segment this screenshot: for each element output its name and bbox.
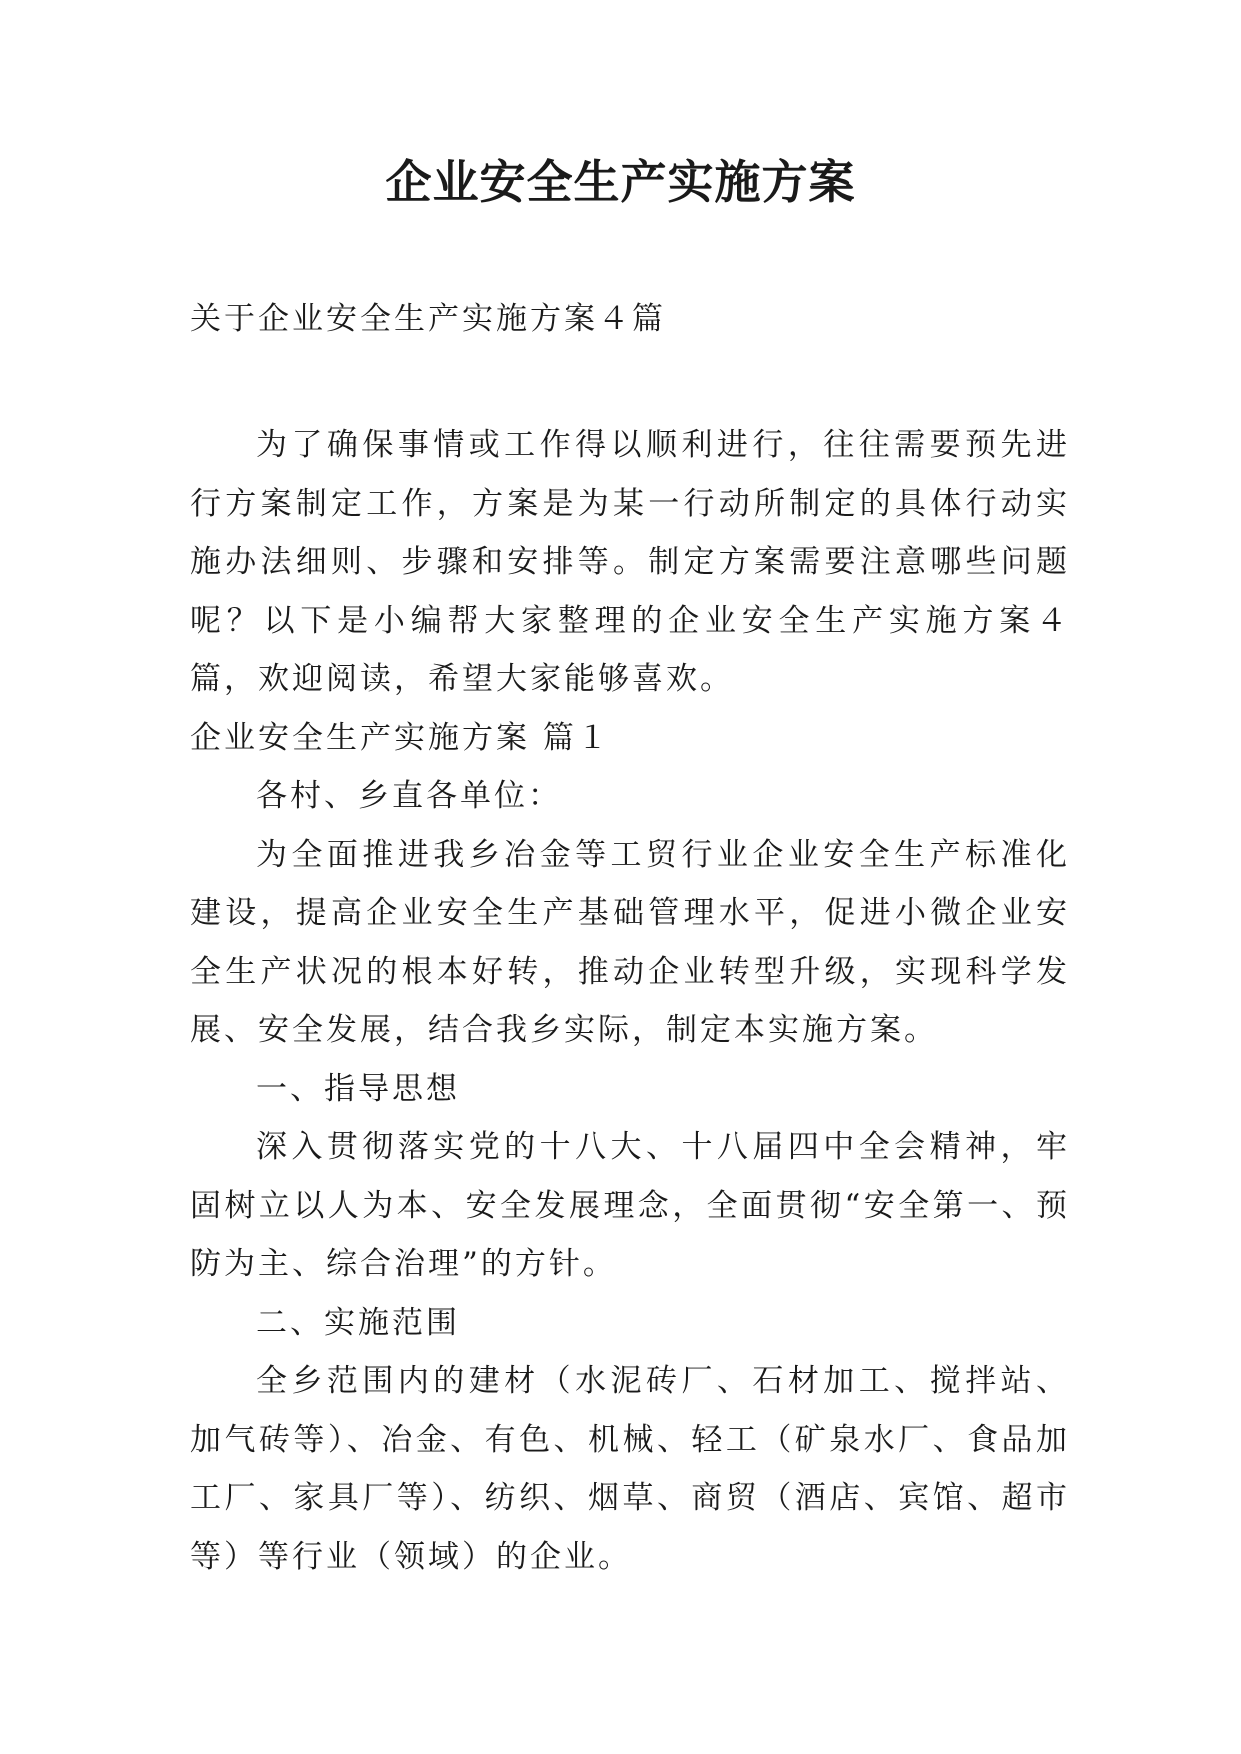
section-title: 企业安全生产实施方案 篇１ xyxy=(190,719,611,756)
document-subtitle: 关于企业安全生产实施方案４篇 xyxy=(190,301,666,337)
spacer xyxy=(190,348,1070,416)
document-body xyxy=(190,290,1070,1586)
body-paragraph: 为全面推进我乡冶金等工贸行业企业安全生产标准化建设，提高企业安全生产基础管理水平，促进小微企业安全生产状况的根本好转，推动企业转型升级，实现科学发展、安全发展，结合我乡实际，制定本实施方案。 xyxy=(190,836,1070,1048)
intro-paragraph: 为了确保事情或工作得以顺利进行，往往需要预先进行方案制定工作，方案是为某一行动所制定的具体行动实施办法细则、步骤和安排等。制定方案需要注意哪些问题呢？以下是小编帮大家整理的企业安全生产实施方案４篇，欢迎阅读，希望大家能够喜欢。 xyxy=(190,427,1070,697)
salutation: 各村、乡直各单位： xyxy=(256,778,562,814)
body-paragraph: 全乡范围内的建材（水泥砖厂、石材加工、搅拌站、加气砖等）、冶金、有色、机械、轻工（矿泉水厂、食品加工厂、家具厂等）、纺织、烟草、商贸（酒店、宾馆、超市等）等行业（领域）的企业。 xyxy=(190,1363,1070,1575)
body-paragraph: 深入贯彻落实党的十八大、十八届四中全会精神，牢固树立以人为本、安全发展理念，全面贯彻“安全第一、预防为主、综合治理”的方针。 xyxy=(190,1129,1070,1282)
document-title: 企业安全生产实施方案 xyxy=(385,155,856,209)
section-heading-scope: 二、实施范围 xyxy=(256,1304,460,1341)
section-heading-guiding-ideology: 一、指导思想 xyxy=(256,1070,460,1107)
